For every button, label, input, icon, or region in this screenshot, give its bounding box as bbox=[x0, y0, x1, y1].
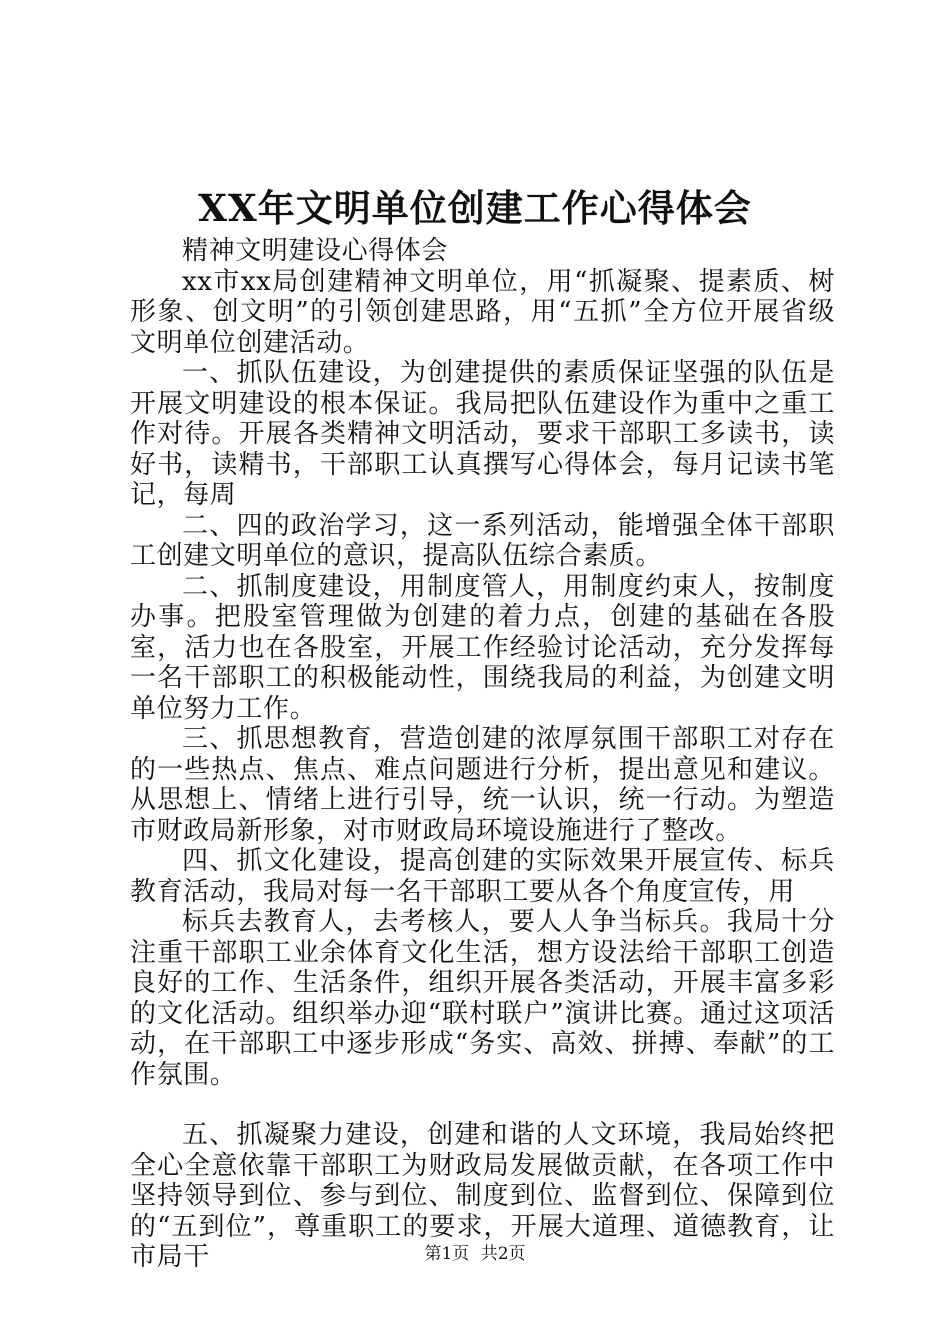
paragraph-political-study: 二、四的政治学习，这一系列活动，能增强全体干部职工创建文明单位的意识，提高队伍综合素质。 bbox=[130, 510, 835, 571]
paragraph-role-models: 标兵去教育人，去考核人，要人人争当标兵。我局十分注重干部职工业余体育文化生活，想方设法给干部职工创造良好的工作、生活条件，组织开展各类活动，开展丰富多彩的文化活动。组织举办迎“联村联户”演讲比赛。通过这项活动，在干部职工中逐步形成“务实、高效、拼搏、奉献”的工作氛围。 bbox=[130, 907, 835, 1090]
paragraph-team-building: 一、抓队伍建设，为创建提供的素质保证坚强的队伍是开展文明建设的根本保证。我局把队伍建设作为重中之重工作对待。开展各类精神文明活动，要求干部职工多读书，读好书，读精书，干部职工认真撰写心得体会，每月记读书笔记，每周 bbox=[130, 358, 835, 510]
paragraph-culture-building: 四、抓文化建设，提高创建的实际效果开展宣传、标兵教育活动，我局对每一名干部职工要从各个角度宣传，用 bbox=[130, 846, 835, 907]
paragraph-intro: xx市xx局创建精神文明单位，用“抓凝聚、提素质、树形象、创文明”的引领创建思路，用“五抓”全方位开展省级文明单位创建活动。 bbox=[130, 266, 835, 358]
paragraph-subtitle: 精神文明建设心得体会 bbox=[182, 236, 449, 266]
document-body bbox=[130, 236, 835, 1273]
document-title: XX年文明单位创建工作心得体会 bbox=[198, 186, 752, 230]
paragraph-cohesion-building: 五、抓凝聚力建设，创建和谐的人文环境，我局始终把全心全意依靠干部职工为财政局发展做贡献，在各项工作中坚持领导到位、参与到位、制度到位、监督到位、保障到位的“五到位”，尊重职工的要求，开展大道理、道德教育，让市局干 bbox=[130, 1120, 835, 1272]
page-total: 共2页 bbox=[480, 1244, 526, 1264]
paragraph-system-building: 二、抓制度建设，用制度管人，用制度约束人，按制度办事。把股室管理做为创建的着力点，创建的基础在各股室，活力也在各股室，开展工作经验讨论活动，充分发挥每一名干部职工的积极能动性，围绕我局的利益，为创建文明单位努力工作。 bbox=[130, 571, 835, 724]
page-footer bbox=[0, 1244, 950, 1264]
page-number: 第1页 bbox=[424, 1244, 470, 1264]
paragraph-gap bbox=[130, 1090, 835, 1120]
paragraph-ideological-education: 三、抓思想教育，营造创建的浓厚氛围干部职工对存在的一些热点、焦点、难点问题进行分析，提出意见和建议。从思想上、情绪上进行引导，统一认识，统一行动。为塑造市财政局新形象，对市财政局环境设施进行了整改。 bbox=[130, 724, 835, 846]
